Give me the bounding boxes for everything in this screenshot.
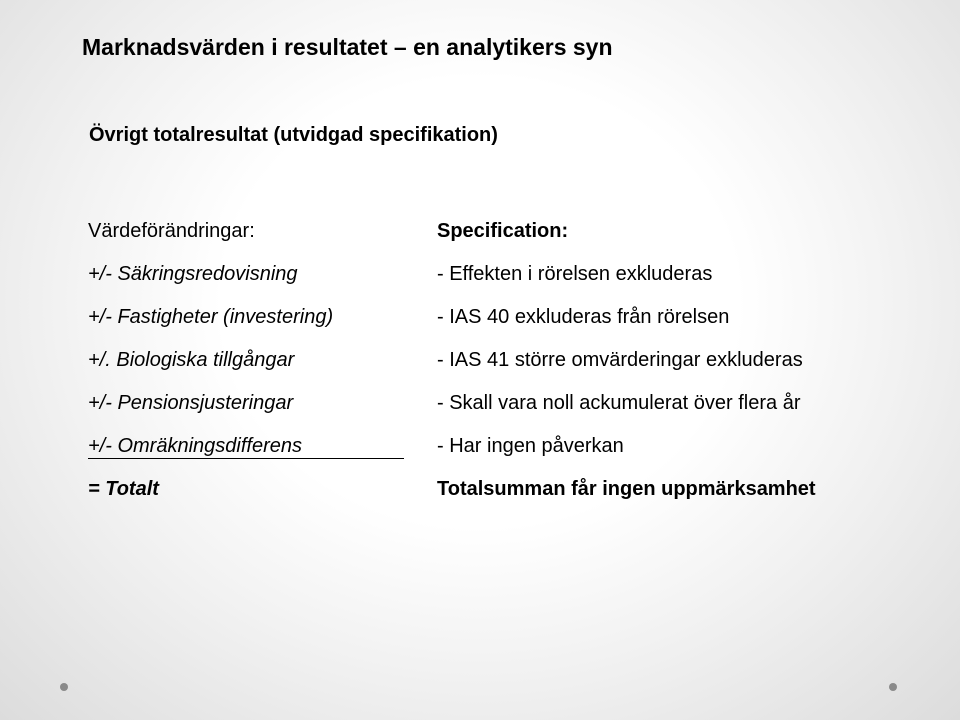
sum-divider xyxy=(88,458,404,459)
specification-column xyxy=(437,210,816,511)
total-comment: Totalsumman får ingen uppmärksamhet xyxy=(437,478,816,500)
decorative-dot-right-icon xyxy=(889,683,897,691)
value-changes-column xyxy=(88,210,333,511)
list-item: +/- Omräkningsdifferens xyxy=(88,435,302,457)
list-item: +/. Biologiska tillgångar xyxy=(88,349,295,371)
list-item: +/- Säkringsredovisning xyxy=(88,263,298,285)
list-item: - Effekten i rörelsen exkluderas xyxy=(437,263,713,285)
list-item: - Har ingen påverkan xyxy=(437,435,624,457)
decorative-dot-left-icon xyxy=(60,683,68,691)
list-item: - IAS 41 större omvärderingar exkluderas xyxy=(437,349,803,371)
specification-heading: Specification: xyxy=(437,220,569,242)
slide-subtitle: Övrigt totalresultat (utvidgad specifikation) xyxy=(89,124,498,146)
list-item: +/- Fastigheter (investering) xyxy=(88,306,334,328)
list-item: +/- Pensionsjusteringar xyxy=(88,392,294,414)
total-label: = Totalt xyxy=(88,478,159,500)
value-changes-heading: Värdeförändringar: xyxy=(88,220,255,242)
slide-title: Marknadsvärden i resultatet – en analytikers syn xyxy=(82,34,613,60)
list-item: - IAS 40 exkluderas från rörelsen xyxy=(437,306,730,328)
list-item: - Skall vara noll ackumulerat över flera år xyxy=(437,392,801,414)
